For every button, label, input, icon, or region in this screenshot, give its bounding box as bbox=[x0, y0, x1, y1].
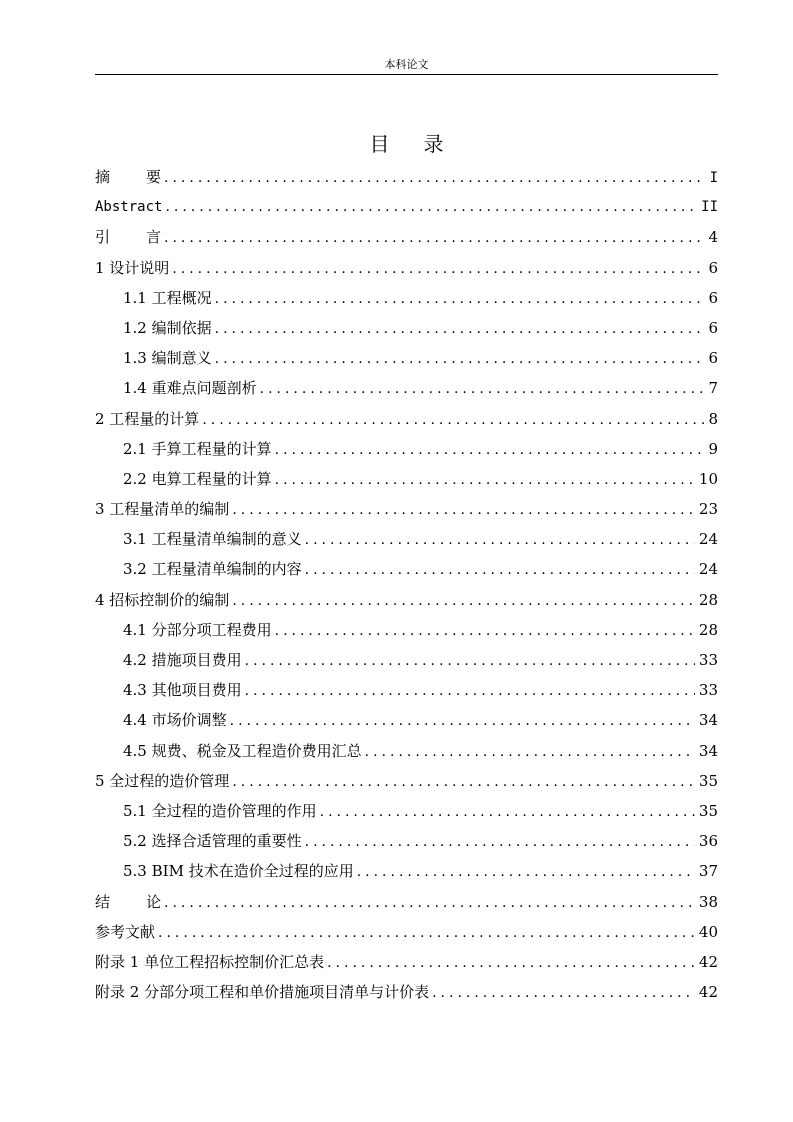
toc-entry-page: 6 bbox=[708, 258, 718, 277]
toc-dot-leader bbox=[172, 254, 704, 284]
toc-entry-page: 23 bbox=[698, 500, 718, 519]
page-header: 本科论文 bbox=[384, 58, 429, 71]
toc-entry-page: 6 bbox=[708, 349, 718, 368]
toc-entry-page: I bbox=[709, 170, 718, 186]
toc-entry[interactable] bbox=[95, 615, 718, 645]
toc-dot-leader bbox=[215, 314, 705, 344]
toc-dot-leader bbox=[232, 767, 695, 797]
toc-entry-page: 33 bbox=[698, 681, 718, 700]
toc-entry-page: 8 bbox=[708, 409, 718, 428]
toc-entry-label: 4.3 其他项目费用 bbox=[123, 681, 242, 700]
toc-entry[interactable] bbox=[95, 796, 718, 826]
toc-entry-label: 1.1 工程概况 bbox=[123, 288, 212, 307]
toc-entry-page: 34 bbox=[698, 741, 718, 760]
toc-entry-page: 28 bbox=[698, 590, 718, 609]
header-rule bbox=[95, 74, 718, 75]
toc-entry-label: 3 工程量清单的编制 bbox=[95, 500, 230, 519]
toc-entry-page: II bbox=[701, 199, 718, 216]
toc-entry-page: 38 bbox=[698, 892, 718, 911]
toc-entry-label: 4.2 措施项目费用 bbox=[123, 651, 242, 669]
toc-entry[interactable] bbox=[95, 464, 718, 494]
toc-entry-label: 附录 2 分部分项工程和单价措施项目清单与计价表 bbox=[95, 983, 430, 1002]
toc-entry[interactable] bbox=[95, 675, 718, 705]
toc-entry[interactable] bbox=[95, 343, 718, 373]
toc-entry[interactable] bbox=[95, 977, 718, 1007]
toc-entry[interactable] bbox=[95, 554, 718, 584]
toc-entry[interactable] bbox=[95, 524, 718, 554]
toc-dot-leader bbox=[164, 163, 706, 193]
toc-entry-label: 4.5 规费、税金及工程造价费用汇总 bbox=[123, 741, 362, 760]
toc-dot-leader bbox=[232, 495, 695, 525]
toc-dot-leader bbox=[164, 888, 695, 918]
toc-entry-label: 5 全过程的造价管理 bbox=[95, 771, 230, 790]
toc-dot-leader bbox=[245, 646, 695, 676]
toc-entry-label: 5.3 BIM 技术在造价全过程的应用 bbox=[123, 862, 354, 881]
toc-entry-label: 附录 1 单位工程招标控制价汇总表 bbox=[95, 952, 325, 971]
toc-entry-page: 9 bbox=[708, 439, 718, 458]
toc-entry[interactable] bbox=[95, 917, 718, 947]
toc-dot-leader bbox=[275, 435, 705, 465]
toc-entry-page: 35 bbox=[698, 771, 718, 790]
toc-entry-label: 1 设计说明 bbox=[95, 258, 170, 277]
toc-entry-page: 24 bbox=[698, 560, 718, 579]
toc-dot-leader bbox=[164, 223, 704, 253]
toc-entry-label: 3.2 工程量清单编制的内容 bbox=[123, 560, 302, 579]
toc-entry[interactable] bbox=[95, 645, 718, 675]
toc-entry[interactable] bbox=[95, 947, 718, 977]
toc-dot-leader bbox=[158, 918, 695, 948]
toc-dot-leader bbox=[275, 616, 695, 646]
toc-entry-page: 4 bbox=[708, 228, 718, 247]
toc-entry-page: 6 bbox=[708, 288, 718, 307]
toc-entry-label: 结论 bbox=[95, 892, 162, 911]
toc-dot-leader bbox=[215, 284, 705, 314]
toc-entry[interactable] bbox=[95, 192, 718, 222]
toc-entry-page: 40 bbox=[698, 922, 718, 941]
toc-entry-label: 5.1 全过程的造价管理的作用 bbox=[123, 801, 317, 820]
toc-entry[interactable] bbox=[95, 585, 718, 615]
toc-dot-leader bbox=[305, 555, 695, 585]
toc-entry-page: 36 bbox=[698, 832, 718, 851]
toc-entry[interactable] bbox=[95, 434, 718, 464]
toc-dot-leader bbox=[357, 857, 695, 887]
toc-entry-label: 5.2 选择合适管理的重要性 bbox=[123, 832, 302, 851]
toc-entry-page: 24 bbox=[698, 530, 718, 549]
toc-dot-leader bbox=[365, 737, 695, 767]
toc-dot-leader bbox=[305, 525, 695, 555]
toc-entry[interactable] bbox=[95, 162, 718, 192]
toc-entry-label: 参考文献 bbox=[95, 922, 156, 941]
toc-entry[interactable] bbox=[95, 766, 718, 796]
toc-entry-page: 35 bbox=[698, 801, 718, 820]
table-of-contents bbox=[95, 162, 718, 1007]
toc-entry-label: 引言 bbox=[95, 228, 162, 247]
toc-entry-label: 1.4 重难点问题剖析 bbox=[123, 379, 257, 398]
toc-entry[interactable] bbox=[95, 222, 718, 252]
toc-entry-label: 2 工程量的计算 bbox=[95, 409, 200, 428]
toc-dot-leader bbox=[260, 374, 705, 404]
toc-entry-label: Abstract bbox=[95, 199, 163, 216]
toc-entry-label: 2.2 电算工程量的计算 bbox=[123, 469, 272, 488]
toc-dot-leader bbox=[215, 344, 705, 374]
toc-dot-leader bbox=[432, 978, 695, 1008]
toc-entry[interactable] bbox=[95, 705, 718, 735]
toc-entry-page: 28 bbox=[698, 620, 718, 639]
toc-dot-leader bbox=[320, 797, 695, 827]
toc-dot-leader bbox=[202, 405, 704, 435]
toc-entry-page: 42 bbox=[698, 983, 718, 1002]
toc-dot-leader bbox=[327, 948, 695, 978]
toc-entry-page: 37 bbox=[698, 862, 718, 881]
toc-entry-page: 33 bbox=[698, 651, 718, 669]
toc-entry-label: 2.1 手算工程量的计算 bbox=[123, 439, 272, 458]
toc-entry-label: 4 招标控制价的编制 bbox=[95, 590, 230, 609]
toc-entry[interactable] bbox=[95, 404, 718, 434]
toc-entry[interactable] bbox=[95, 373, 718, 403]
toc-dot-leader bbox=[275, 465, 695, 495]
toc-entry[interactable] bbox=[95, 313, 718, 343]
toc-entry[interactable] bbox=[95, 736, 718, 766]
toc-entry-label: 3.1 工程量清单编制的意义 bbox=[123, 530, 302, 549]
toc-dot-leader bbox=[165, 192, 697, 222]
toc-entry-page: 42 bbox=[698, 952, 718, 971]
toc-entry[interactable] bbox=[95, 253, 718, 283]
toc-dot-leader bbox=[305, 827, 695, 857]
toc-entry-label: 1.3 编制意义 bbox=[123, 349, 212, 368]
toc-entry-label: 摘要 bbox=[95, 168, 162, 186]
toc-entry[interactable] bbox=[95, 856, 718, 886]
toc-entry-page: 34 bbox=[698, 711, 718, 730]
toc-entry-label: 4.1 分部分项工程费用 bbox=[123, 620, 272, 639]
toc-entry-label: 4.4 市场价调整 bbox=[123, 711, 227, 730]
toc-entry-page: 7 bbox=[708, 379, 718, 398]
toc-dot-leader bbox=[232, 586, 695, 616]
toc-dot-leader bbox=[230, 706, 695, 736]
toc-entry[interactable] bbox=[95, 887, 718, 917]
toc-entry[interactable] bbox=[95, 283, 718, 313]
toc-entry-label: 1.2 编制依据 bbox=[123, 318, 212, 337]
toc-entry[interactable] bbox=[95, 494, 718, 524]
toc-entry-page: 6 bbox=[708, 318, 718, 337]
toc-dot-leader bbox=[245, 676, 695, 706]
toc-entry[interactable] bbox=[95, 826, 718, 856]
toc-title: 目录 bbox=[369, 132, 478, 156]
toc-entry-page: 10 bbox=[698, 469, 718, 488]
